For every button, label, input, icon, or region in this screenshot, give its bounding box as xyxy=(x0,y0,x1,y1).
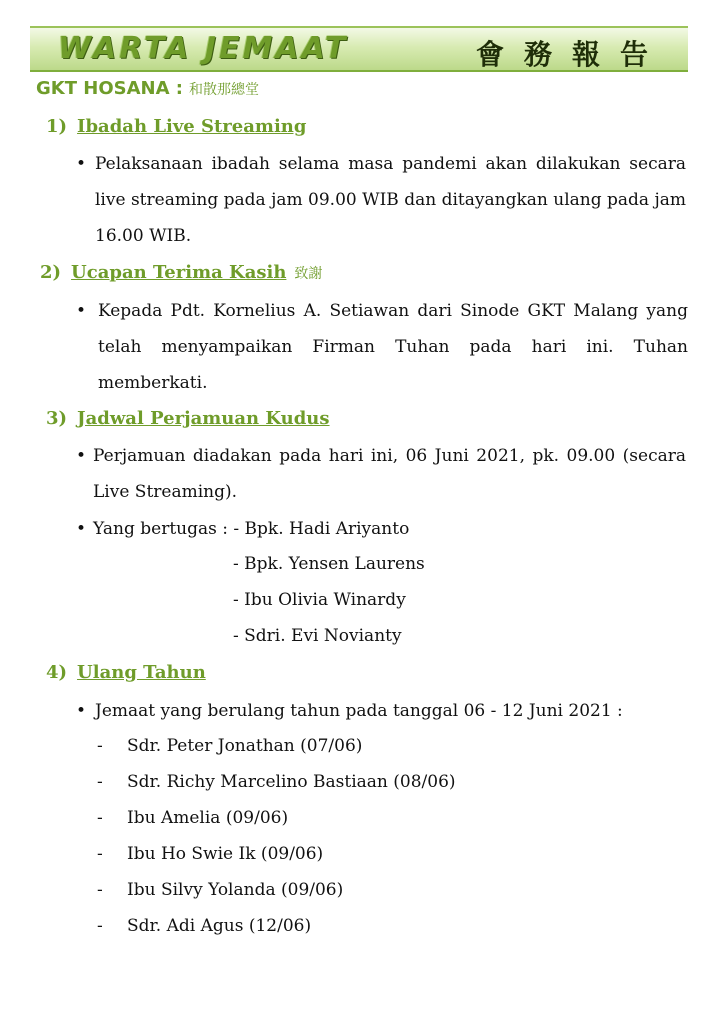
birthday-item: Ibu Silvy Yolanda (09/06) xyxy=(127,880,344,900)
church-cjk-name: 和散那總堂 xyxy=(189,82,259,98)
dash-marker: - xyxy=(97,808,103,828)
dash-marker: - xyxy=(97,772,103,792)
section-heading-1 xyxy=(46,116,306,137)
bullet-text: Pelaksanaan ibadah selama masa pandemi akan dilakukan secara live streaming pada jam 09.00 WIB dan ditayangkan ulang pada jam 16.00 WIB. xyxy=(95,154,686,246)
bullet-item xyxy=(76,293,688,401)
dash-marker: - xyxy=(97,916,103,936)
birthday-item: Sdr. Peter Jonathan (07/06) xyxy=(127,736,363,756)
bullet-icon: • xyxy=(76,301,87,321)
church-heading xyxy=(36,78,259,99)
birthday-item: Sdr. Richy Marcelino Bastiaan (08/06) xyxy=(127,772,456,792)
bullet-text: Kepada Pdt. Kornelius A. Setiawan dari Sinode GKT Malang yang telah menyampaikan Firman Tuhan pada hari ini. Tuhan memberkati. xyxy=(98,301,688,393)
section-number: 3) xyxy=(46,408,68,429)
bullet-text: Yang bertugas : - Bpk. Hadi Ariyanto xyxy=(93,519,410,539)
bullet-text: Jemaat yang berulang tahun pada tanggal 06 - 12 Juni 2021 : xyxy=(95,701,623,721)
section-number: 2) xyxy=(40,262,62,283)
bullet-icon: • xyxy=(76,154,87,174)
bullet-item xyxy=(76,438,686,510)
officer-item: - Sdri. Evi Novianty xyxy=(233,626,402,646)
section-heading-3 xyxy=(46,408,330,429)
dash-marker: - xyxy=(97,736,103,756)
dash-marker: - xyxy=(97,844,103,864)
bullet-item xyxy=(76,693,686,729)
bullet-icon: • xyxy=(76,701,87,721)
bullet-icon: • xyxy=(76,446,87,466)
section-label: Ucapan Terima Kasih xyxy=(71,262,287,283)
header-banner xyxy=(30,26,688,72)
section-number: 4) xyxy=(46,662,68,683)
church-name: GKT HOSANA : xyxy=(36,78,183,99)
bullet-text: Perjamuan diadakan pada hari ini, 06 Juni 2021, pk. 09.00 (secara Live Streaming). xyxy=(93,446,686,502)
section-heading-2 xyxy=(40,262,322,283)
officer-item: - Bpk. Yensen Laurens xyxy=(233,554,425,574)
officer-item: - Ibu Olivia Winardy xyxy=(233,590,406,610)
bullet-icon: • xyxy=(76,519,87,539)
dash-marker: - xyxy=(97,880,103,900)
banner-title: WARTA JEMAAT xyxy=(58,31,349,66)
bullet-item xyxy=(76,511,686,547)
section-label: Ibadah Live Streaming xyxy=(77,116,307,137)
section-cjk-label: 致謝 xyxy=(294,266,323,282)
birthday-item: Sdr. Adi Agus (12/06) xyxy=(127,916,312,936)
birthday-item: Ibu Ho Swie Ik (09/06) xyxy=(127,844,324,864)
section-heading-4 xyxy=(46,662,206,683)
section-number: 1) xyxy=(46,116,68,137)
banner-cjk-title: 會務報告 xyxy=(475,38,668,71)
section-label: Ulang Tahun xyxy=(77,662,206,683)
section-label: Jadwal Perjamuan Kudus xyxy=(77,408,330,429)
bullet-item xyxy=(76,146,686,254)
birthday-item: Ibu Amelia (09/06) xyxy=(127,808,289,828)
